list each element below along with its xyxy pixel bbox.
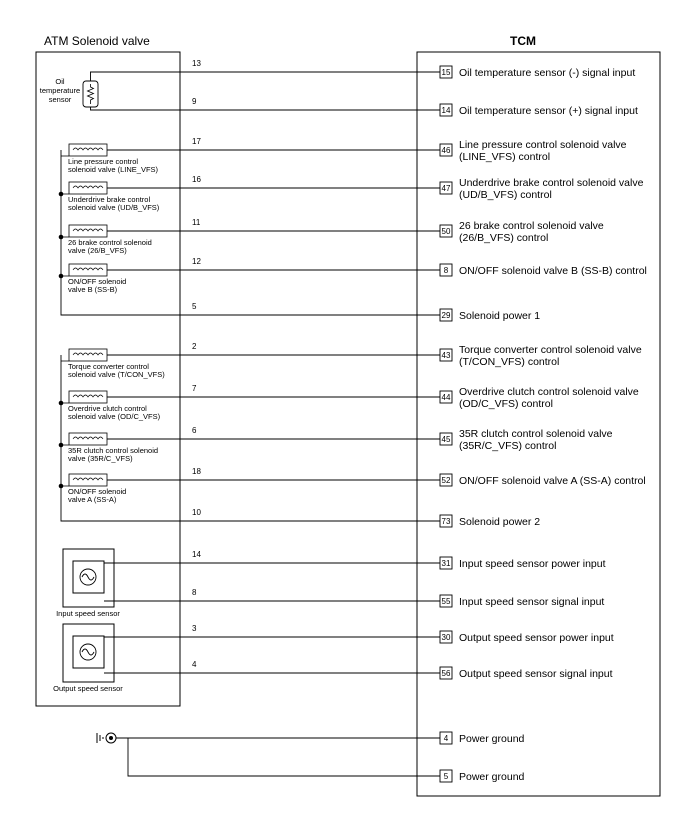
tcm-connection (107, 467, 646, 487)
solenoid-label: valve (26/B_VFS) (68, 246, 127, 255)
tcm-signal-label: (UD/B_VFS) control (459, 189, 552, 201)
tcm-connection (107, 342, 642, 368)
solenoid-label: valve B (SS-B) (68, 285, 118, 294)
tcm-signal-label: 35R clutch control solenoid valve (459, 428, 613, 440)
solenoid-valve (59, 182, 160, 212)
solenoid-group (59, 144, 166, 504)
tcm-signal-label: (OD/C_VFS) control (459, 398, 553, 410)
junction-dot (59, 443, 64, 448)
coil-icon (73, 437, 103, 439)
solenoid-label: Torque converter control (68, 362, 149, 371)
input-speed-sensor-label: Input speed sensor (56, 609, 120, 618)
tcm-connection (192, 97, 638, 117)
tcm-connection (107, 218, 604, 244)
coil-icon (73, 395, 103, 397)
solenoid-label: ON/OFF solenoid (68, 487, 127, 496)
solenoid-label: valve (35R/C_VFS) (68, 454, 133, 463)
tcm-signal-label: Power ground (459, 771, 525, 783)
tcm-signal-label: ON/OFF solenoid valve A (SS-A) control (459, 475, 646, 487)
tcm-connection (192, 508, 540, 528)
coil-icon (73, 148, 103, 150)
solenoid-label: Overdrive clutch control (68, 404, 147, 413)
coil-icon (73, 268, 103, 270)
oil-temperature-sensor (40, 77, 98, 107)
tcm-connection (440, 770, 525, 783)
coil-icon (73, 186, 103, 188)
solenoid-label: solenoid valve (LINE_VFS) (68, 165, 159, 174)
output-speed-sensor (53, 624, 123, 693)
tcm-pin-number: 4 (443, 734, 449, 743)
tcm-signal-label: (LINE_VFS) control (459, 151, 551, 163)
solenoid-label: solenoid valve (UD/B_VFS) (68, 203, 160, 212)
tcm-signal-label: Underdrive brake control solenoid valve (459, 177, 644, 189)
solenoid-label: Underdrive brake control (68, 195, 151, 204)
tcm-pin-number: 47 (441, 184, 451, 193)
tcm-signal-label: Oil temperature sensor (-) signal input (459, 67, 636, 79)
junction-dot (59, 274, 64, 279)
connector-pin-number: 5 (192, 302, 197, 311)
connector-pin-number: 10 (192, 508, 201, 517)
solenoid-label: valve A (SS-A) (68, 495, 117, 504)
solenoid-valve (59, 264, 127, 294)
tcm-pin-number: 50 (441, 227, 451, 236)
solenoid-valve (59, 433, 158, 463)
solenoid-label: 35R clutch control solenoid (68, 446, 159, 455)
tcm-signal-label: (35R/C_VFS) control (459, 440, 557, 452)
tcm-pin-number: 45 (441, 435, 451, 444)
connector-pin-number: 13 (192, 59, 201, 68)
wire-group (107, 59, 647, 783)
tcm-connection (107, 426, 613, 452)
coil-icon (73, 353, 103, 355)
tcm-connection (192, 550, 606, 570)
connector-pin-number: 9 (192, 97, 197, 106)
junction-dot (59, 484, 64, 489)
solenoid-valve (59, 391, 161, 421)
solenoid-valve (61, 144, 159, 174)
tcm-pin-number: 52 (441, 476, 451, 485)
tcm-title: TCM (510, 34, 536, 48)
output-speed-sensor-label: Output speed sensor (53, 684, 123, 693)
solenoid-label: Line pressure control (68, 157, 139, 166)
solenoid-valve (61, 349, 165, 379)
tcm-signal-label: Solenoid power 2 (459, 516, 541, 528)
tcm-signal-label: 26 brake control solenoid valve (459, 220, 604, 232)
oil-sensor-label-1: Oil (55, 77, 65, 86)
tcm-signal-label: Overdrive clutch control solenoid valve (459, 386, 639, 398)
tcm-connection (192, 59, 635, 79)
oil-sensor-label-2: temperature (39, 86, 81, 95)
solenoid-valve (59, 474, 127, 504)
tcm-pin-number: 56 (441, 669, 451, 678)
solenoid-valve (59, 225, 152, 255)
oil-sensor-label-3: sensor (48, 95, 72, 104)
sine-icon (82, 649, 94, 655)
tcm-signal-label: (T/CON_VFS) control (459, 356, 560, 368)
tcm-signal-label: Input speed sensor signal input (459, 596, 605, 608)
connector-pin-number: 12 (192, 257, 201, 266)
atm-title: ATM Solenoid valve (44, 34, 150, 48)
input-speed-sensor (56, 549, 120, 618)
solenoid-label: solenoid valve (OD/C_VFS) (68, 412, 161, 421)
tcm-signal-label: Torque converter control solenoid valve (459, 344, 642, 356)
tcm-pin-number: 44 (441, 393, 451, 402)
connector-pin-number: 8 (192, 588, 197, 597)
connector-pin-number: 4 (192, 660, 197, 669)
tcm-signal-label: Output speed sensor signal input (459, 668, 613, 680)
tcm-connection (107, 257, 647, 277)
solenoid-label: solenoid valve (T/CON_VFS) (68, 370, 165, 379)
junction-dot (59, 401, 64, 406)
tcm-signal-label: Input speed sensor power input (459, 558, 606, 570)
connector-pin-number: 16 (192, 175, 201, 184)
tcm-signal-label: Solenoid power 1 (459, 310, 541, 322)
connector-pin-number: 18 (192, 467, 201, 476)
coil-icon (73, 229, 103, 231)
ground-symbol-icon (97, 733, 116, 743)
connector-pin-number: 6 (192, 426, 197, 435)
tcm-connection (107, 137, 627, 163)
tcm-signal-label: Line pressure control solenoid valve (459, 139, 627, 151)
connector-pin-number: 11 (192, 218, 201, 227)
tcm-signal-label: ON/OFF solenoid valve B (SS-B) control (459, 265, 647, 277)
tcm-pin-number: 30 (441, 633, 451, 642)
tcm-box (417, 52, 660, 796)
tcm-pin-number: 15 (441, 68, 451, 77)
tcm-connection (107, 175, 644, 201)
tcm-pin-number: 55 (441, 597, 451, 606)
tcm-connection (192, 588, 604, 608)
connector-pin-number: 7 (192, 384, 197, 393)
connector-pin-number: 3 (192, 624, 197, 633)
tcm-pin-number: 14 (441, 106, 451, 115)
tcm-signal-label: Power ground (459, 733, 525, 745)
connector-pin-number: 14 (192, 550, 201, 559)
tcm-signal-label: (26/B_VFS) control (459, 232, 549, 244)
tcm-pin-number: 31 (441, 559, 451, 568)
junction-dot (59, 192, 64, 197)
coil-icon (73, 478, 103, 480)
tcm-pin-number: 43 (441, 351, 451, 360)
tcm-connection (192, 660, 613, 680)
tcm-signal-label: Oil temperature sensor (+) signal input (459, 105, 638, 117)
tcm-connection (440, 732, 525, 745)
solenoid-label: ON/OFF solenoid (68, 277, 127, 286)
tcm-connection (107, 384, 639, 410)
connector-pin-number: 17 (192, 137, 201, 146)
tcm-pin-number: 8 (443, 266, 449, 275)
solenoid-label: 26 brake control solenoid (68, 238, 152, 247)
tcm-pin-number: 5 (443, 772, 449, 781)
tcm-pin-number: 46 (441, 146, 451, 155)
connector-pin-number: 2 (192, 342, 197, 351)
junction-dot (59, 235, 64, 240)
sine-icon (82, 574, 94, 580)
tcm-pin-number: 73 (441, 517, 451, 526)
tcm-connection (192, 302, 540, 322)
tcm-pin-number: 29 (441, 311, 451, 320)
tcm-signal-label: Output speed sensor power input (459, 632, 614, 644)
tcm-connection (192, 624, 614, 644)
